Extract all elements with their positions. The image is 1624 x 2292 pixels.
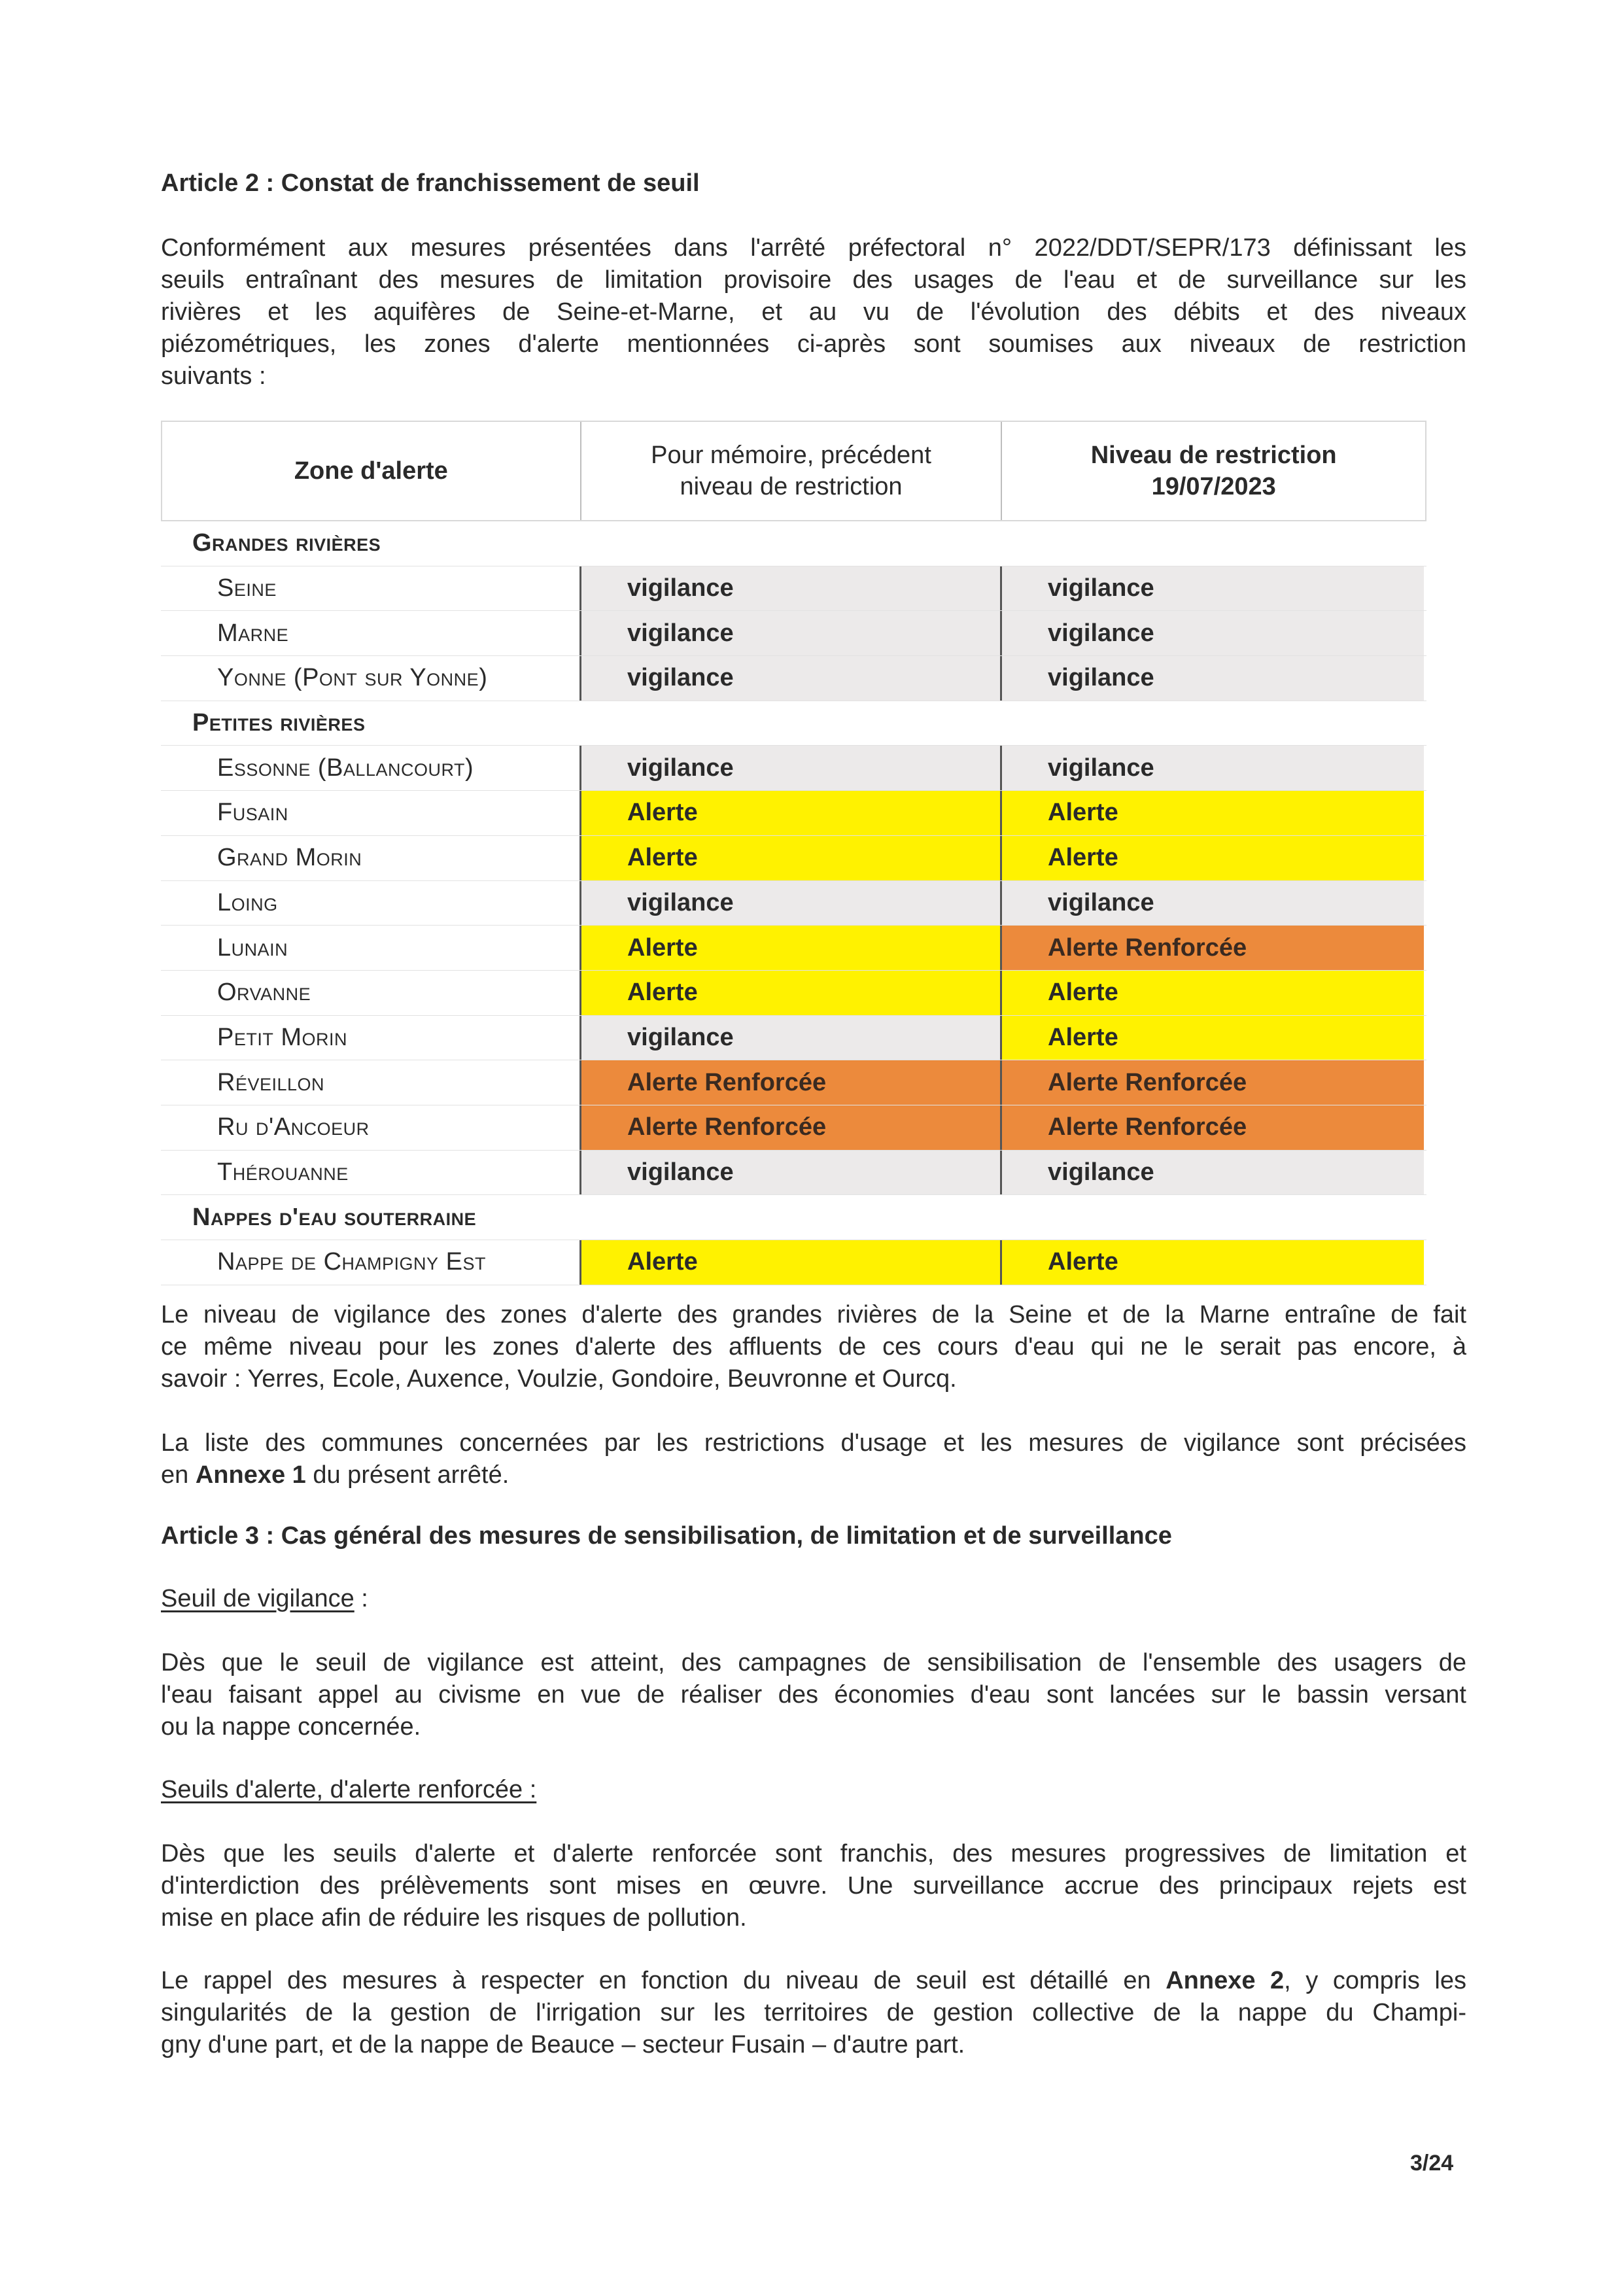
previous-level: vigilance	[579, 566, 1000, 611]
text-line: Le niveau de vigilance des zones d'alerte des grandes rivières de la Seine et de la Marne entraîne de fait	[161, 1301, 1466, 1328]
table-row	[161, 881, 1426, 926]
table-row	[161, 971, 1426, 1016]
text-line: d'interdiction des prélèvements sont mises en œuvre. Une surveillance accrue des principaux rejets est	[161, 1872, 1466, 1900]
text-fragment: Le rappel des mesures à respecter en fonction du niveau de seuil est détaillé en	[161, 1967, 1166, 1994]
zone-name: Loing	[217, 888, 278, 916]
seuil-vigilance-label: Seuil de vigilance	[161, 1585, 354, 1612]
text-line	[161, 1965, 1466, 1997]
current-level: vigilance	[1000, 656, 1424, 701]
table-header-row	[161, 421, 1426, 521]
page-number: 3/24	[1410, 2151, 1454, 2176]
text-line: mise en place afin de réduire les risques de pollution.	[161, 1904, 747, 1932]
zone-name: Lunain	[217, 933, 288, 962]
zone-name: Ru d'Ancoeur	[217, 1113, 370, 1141]
text-line: l'eau faisant appel au civisme en vue de réaliser des économies d'eau sont lancées sur le bassin versant	[161, 1681, 1466, 1709]
text-line: suivants :	[161, 362, 266, 390]
current-level: vigilance	[1000, 611, 1424, 655]
text-fragment: , y compris les	[1284, 1967, 1466, 1994]
table-row	[161, 1060, 1426, 1105]
previous-level: vigilance	[579, 611, 1000, 655]
header-previous-level	[580, 422, 1001, 520]
previous-level: vigilance	[579, 1151, 1000, 1195]
table-row	[161, 611, 1426, 656]
text-line	[161, 1459, 1466, 1491]
previous-level: Alerte	[579, 971, 1000, 1015]
text-line: singularités de la gestion de l'irrigation sur les territoires de gestion collective de la nappe du Champi-	[161, 1999, 1466, 2026]
restriction-levels-table	[161, 421, 1426, 1285]
seuil-vigilance-heading	[161, 1583, 1466, 1615]
current-level: vigilance	[1000, 1151, 1424, 1195]
current-level: Alerte Renforcée	[1000, 1105, 1424, 1150]
article-3-title: Article 3 : Cas général des mesures de sensibilisation, de limitation et de surveillance	[161, 1522, 1172, 1550]
article-2-title: Article 2 : Constat de franchissement de seuil	[161, 169, 700, 197]
previous-level: Alerte	[579, 791, 1000, 835]
current-level: Alerte	[1000, 1240, 1424, 1285]
table-body	[161, 521, 1426, 1285]
table-row	[161, 566, 1426, 612]
article-2-paragraph	[161, 232, 1466, 392]
zone-name: Yonne (Pont sur Yonne)	[217, 664, 488, 692]
previous-level: Alerte Renforcée	[579, 1060, 1000, 1105]
text-line: savoir : Yerres, Ecole, Auxence, Voulzie, Gondoire, Beuvronne et Ourcq.	[161, 1365, 957, 1393]
header-current-label: Niveau de restriction 19/07/2023	[1090, 442, 1337, 500]
text-fragment: :	[354, 1585, 368, 1612]
group-name: Nappes d'eau souterraine	[192, 1203, 477, 1231]
current-level: vigilance	[1000, 746, 1424, 790]
header-zone: Zone d'alerte	[161, 422, 580, 520]
table-row	[161, 1240, 1426, 1285]
previous-level: Alerte Renforcée	[579, 1105, 1000, 1150]
table-row	[161, 1016, 1426, 1061]
zone-name: Orvanne	[217, 979, 311, 1007]
text-line: rivières et les aquifères de Seine-et-Marne, et au vu de l'évolution des débits et des niveaux	[161, 298, 1466, 326]
previous-level: Alerte	[579, 926, 1000, 970]
text-line: Conformément aux mesures présentées dans l'arrêté préfectoral n° 2022/DDT/SEPR/173 définissant les	[161, 234, 1466, 262]
text-line: Dès que le seuil de vigilance est atteint, des campagnes de sensibilisation de l'ensemble des usagers de	[161, 1649, 1466, 1676]
annexe-2-reference: Annexe 2	[1166, 1967, 1285, 1994]
current-level: Alerte	[1000, 836, 1424, 880]
zone-name: Petit Morin	[217, 1023, 348, 1051]
header-current-level	[1001, 422, 1426, 520]
zone-name: Réveillon	[217, 1068, 325, 1096]
communes-paragraph	[161, 1427, 1466, 1491]
zone-name: Nappe de Champigny Est	[217, 1248, 486, 1276]
text-line: La liste des communes concernées par les restrictions d'usage et les mesures de vigilance sont précisées	[161, 1429, 1466, 1457]
text-fragment: en	[161, 1461, 196, 1489]
table-group-row	[161, 1195, 1426, 1240]
table-row	[161, 926, 1426, 971]
text-line: seuils entraînant des mesures de limitation provisoire des usages de l'eau et de surveillance sur les	[161, 266, 1466, 294]
text-line: piézométriques, les zones d'alerte mentionnées ci-après sont soumises aux niveaux de restriction	[161, 330, 1466, 358]
previous-level: vigilance	[579, 656, 1000, 701]
text-line: ce même niveau pour les zones d'alerte des affluents de ces cours d'eau qui ne le serait pas encore, à	[161, 1333, 1466, 1361]
current-level: Alerte	[1000, 791, 1424, 835]
zone-name: Seine	[217, 574, 277, 602]
table-group-row	[161, 701, 1426, 746]
previous-level: Alerte	[579, 836, 1000, 880]
zone-name: Grand Morin	[217, 844, 362, 872]
seuils-alerte-heading	[161, 1774, 1466, 1806]
previous-level: vigilance	[579, 746, 1000, 790]
table-row	[161, 746, 1426, 791]
table-row	[161, 656, 1426, 701]
table-row	[161, 1105, 1426, 1151]
rappel-paragraph	[161, 1965, 1466, 2061]
zone-name: Fusain	[217, 799, 288, 827]
annexe-1-reference: Annexe 1	[195, 1461, 306, 1489]
group-name: Petites rivières	[192, 709, 366, 737]
table-group-row	[161, 521, 1426, 566]
current-level: vigilance	[1000, 881, 1424, 926]
current-level: vigilance	[1000, 566, 1424, 611]
header-previous-label: Pour mémoire, précédent niveau de restriction	[651, 442, 931, 500]
seuils-alerte-paragraph	[161, 1838, 1466, 1934]
zone-name: Thérouanne	[217, 1158, 349, 1186]
group-name: Grandes rivières	[192, 529, 381, 557]
current-level: Alerte Renforcée	[1000, 1060, 1424, 1105]
previous-level: vigilance	[579, 881, 1000, 926]
seuil-vigilance-paragraph	[161, 1647, 1466, 1743]
table-row	[161, 836, 1426, 881]
text-fragment: du présent arrêté.	[305, 1461, 510, 1489]
text-line: gny d'une part, et de la nappe de Beauce – secteur Fusain – d'autre part.	[161, 2031, 965, 2058]
text-line: ou la nappe concernée.	[161, 1713, 421, 1741]
table-row	[161, 1151, 1426, 1196]
current-level: Alerte	[1000, 971, 1424, 1015]
previous-level: Alerte	[579, 1240, 1000, 1285]
zone-name: Marne	[217, 619, 289, 647]
current-level: Alerte	[1000, 1016, 1424, 1060]
text-line: Dès que les seuils d'alerte et d'alerte renforcée sont franchis, des mesures progressives de limitation et	[161, 1840, 1466, 1867]
vigilance-paragraph	[161, 1299, 1466, 1395]
zone-name: Essonne (Ballancourt)	[217, 754, 474, 782]
current-level: Alerte Renforcée	[1000, 926, 1424, 970]
previous-level: vigilance	[579, 1016, 1000, 1060]
table-row	[161, 791, 1426, 836]
seuils-alerte-label: Seuils d'alerte, d'alerte renforcée :	[161, 1776, 537, 1803]
